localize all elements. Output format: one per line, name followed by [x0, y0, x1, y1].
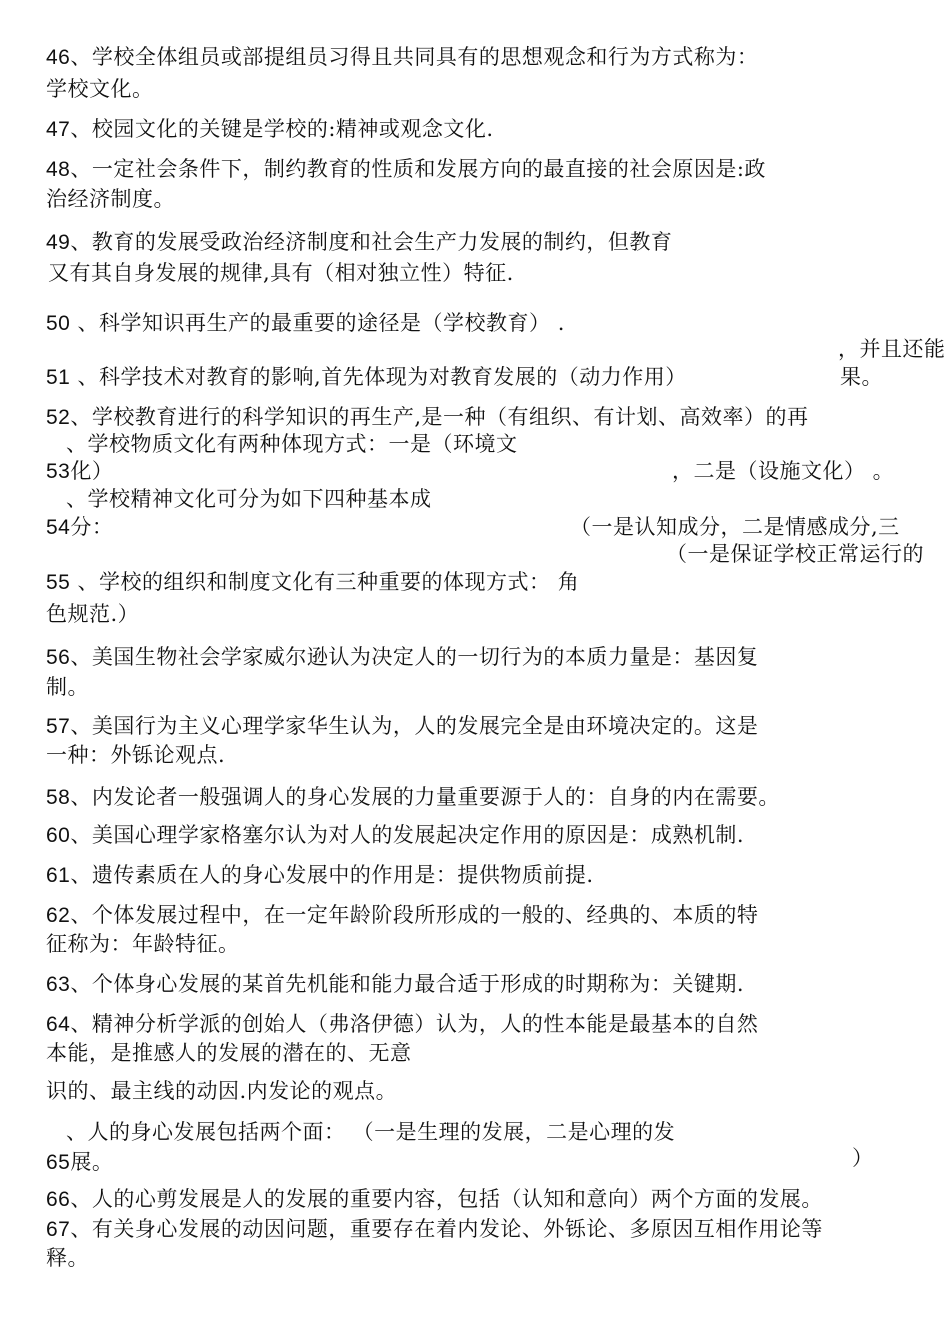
line-67: [46, 1216, 823, 1243]
item-number: 50: [46, 312, 71, 335]
line-67-cont: [46, 1245, 89, 1271]
line-text: 、人的心剪发展是人的发展的重要内容，包括（认知和意向）两个方面的发展。: [70, 1187, 823, 1211]
item-number: 64: [46, 1013, 71, 1036]
line-53-right: [672, 458, 894, 484]
line-55: [46, 569, 579, 596]
item-number: 60: [46, 824, 71, 847]
line-text: 、科学知识再生产的最重要的途径是（学校教育） .: [70, 311, 565, 335]
line-46-cont: [46, 76, 154, 102]
item-number: 47: [46, 118, 71, 141]
line-text: 又有其自身发展的规律,具有（相对独立性）特征.: [48, 261, 514, 285]
item-number: 61: [46, 864, 71, 887]
line-57: [46, 713, 758, 740]
line-text: 、美国心理学家格塞尔认为对人的发展起决定作用的原因是：成熟机制.: [70, 823, 745, 847]
line-text: （一是保证学校正常运行的: [666, 542, 924, 566]
line-text: 果。: [840, 365, 883, 389]
line-text: 、教育的发展受政治经济制度和社会生产力发展的制约，但教育: [70, 230, 673, 254]
line-text: 展。: [70, 1150, 114, 1174]
item-number: 51: [46, 366, 71, 389]
line-61: [46, 862, 594, 889]
line-text: 分：: [70, 515, 114, 539]
item-number: 52: [46, 406, 71, 429]
line-text: 、美国行为主义心理学家华生认为，人的发展完全是由环境决定的。这是: [70, 714, 759, 738]
line-55-cont: [46, 601, 139, 627]
line-text: 、精神分析学派的创始人（弗洛伊德）认为，人的性本能是最基本的自然: [70, 1012, 759, 1036]
line-text: 识的、最主线的动因.内发论的观点。: [46, 1079, 398, 1103]
line-text: 制。: [46, 675, 89, 699]
line-51: [46, 364, 687, 391]
line-65: [46, 1149, 113, 1176]
line-60: [46, 822, 744, 849]
item-number: 57: [46, 715, 71, 738]
item-number: 67: [46, 1218, 71, 1241]
line-text: 、一定社会条件下，制约教育的性质和发展方向的最直接的社会原因是:政: [70, 157, 766, 181]
line-text: 、人的身心发展包括两个面： （一是生理的发展，二是心理的发: [66, 1120, 676, 1144]
line-text: 、学校物质文化有两种体现方式：一是（环境文: [66, 432, 518, 456]
line-62: [46, 902, 758, 929]
item-number: 55: [46, 571, 71, 594]
line-text: 学校文化。: [46, 77, 154, 101]
line-48-cont: [46, 186, 175, 212]
line-text: 、有关身心发展的动因问题，重要存在着内发论、外铄论、多原因互相作用论等: [70, 1217, 823, 1241]
line-53: [46, 458, 113, 485]
line-51-tail: [840, 364, 883, 390]
line-49-cont: [48, 260, 514, 286]
line-text: 征称为：年龄特征。: [46, 932, 240, 956]
line-52: [46, 404, 809, 431]
line-text: 、美国生物社会学家威尔逊认为决定人的一切行为的本质力量是：基因复: [70, 645, 759, 669]
line-text: ，并且还能: [838, 337, 946, 361]
item-number: 65: [46, 1151, 71, 1174]
item-number: 56: [46, 646, 71, 669]
line-text: 色规范.）: [46, 602, 140, 626]
line-text: 、学校精神文化可分为如下四种基本成: [66, 487, 432, 511]
line-text: 、个体身心发展的某首先机能和能力最合适于形成的时期称为：关键期.: [70, 972, 745, 996]
item-number: 66: [46, 1188, 71, 1211]
line-64: [46, 1011, 758, 1038]
line-54-right: [570, 514, 900, 540]
item-number: 63: [46, 973, 71, 996]
line-text: 释。: [46, 1246, 89, 1270]
line-54-top: [66, 486, 432, 512]
line-text: （一是认知成分，二是情感成分,三: [570, 515, 900, 539]
line-65-right: [852, 1145, 874, 1171]
line-54: [46, 514, 113, 541]
line-text: 、内发论者一般强调人的身心发展的力量重要源于人的：自身的内在需要。: [70, 785, 780, 809]
line-56-cont: [46, 674, 89, 700]
line-63: [46, 971, 744, 998]
item-number: 58: [46, 786, 71, 809]
line-65-top: [66, 1119, 675, 1145]
item-number: 48: [46, 158, 71, 181]
item-number: 54: [46, 516, 71, 539]
line-text: 、学校的组织和制度文化有三种重要的体现方式： 角: [70, 570, 580, 594]
line-text: ，二是（设施文化） 。: [672, 459, 895, 483]
line-text: 本能，是推感人的发展的潜在的、无意: [46, 1041, 412, 1065]
line-text: 、遗传素质在人的身心发展中的作用是：提供物质前提.: [70, 863, 594, 887]
line-text: 化）: [70, 459, 114, 483]
line-text: 、个体发展过程中，在一定年龄阶段所形成的一般的、经典的、本质的特: [70, 903, 759, 927]
item-number: 53: [46, 460, 71, 483]
line-53-top: [66, 431, 518, 457]
line-text: 、校园文化的关键是学校的:精神或观念文化.: [70, 117, 494, 141]
item-number: 46: [46, 46, 71, 69]
line-48: [46, 156, 766, 183]
line-51-right: [838, 336, 946, 362]
line-57-cont: [46, 742, 225, 768]
line-50: [46, 310, 565, 337]
line-46: [46, 44, 758, 71]
line-text: 、学校全体组员或部提组员习得且共同具有的思想观念和行为方式称为：: [70, 45, 759, 69]
item-number: 62: [46, 904, 71, 927]
line-text: ）: [852, 1146, 874, 1170]
line-text: 、科学技术对教育的影响,首先体现为对教育发展的（动力作用）: [70, 365, 687, 389]
line-64-cont2: [46, 1078, 397, 1104]
line-58: [46, 784, 780, 811]
line-text: 一种：外铄论观点.: [46, 743, 226, 767]
line-62-cont: [46, 931, 240, 957]
line-55-right: [666, 541, 924, 567]
item-number: 49: [46, 231, 71, 254]
line-text: 、学校教育进行的科学知识的再生产,是一种（有组织、有计划、高效率）的再: [70, 405, 809, 429]
line-56: [46, 644, 758, 671]
line-47: [46, 116, 494, 143]
line-49: [46, 229, 672, 256]
line-text: 治经济制度。: [46, 187, 175, 211]
line-64-cont: [46, 1040, 412, 1066]
line-66: [46, 1186, 823, 1213]
